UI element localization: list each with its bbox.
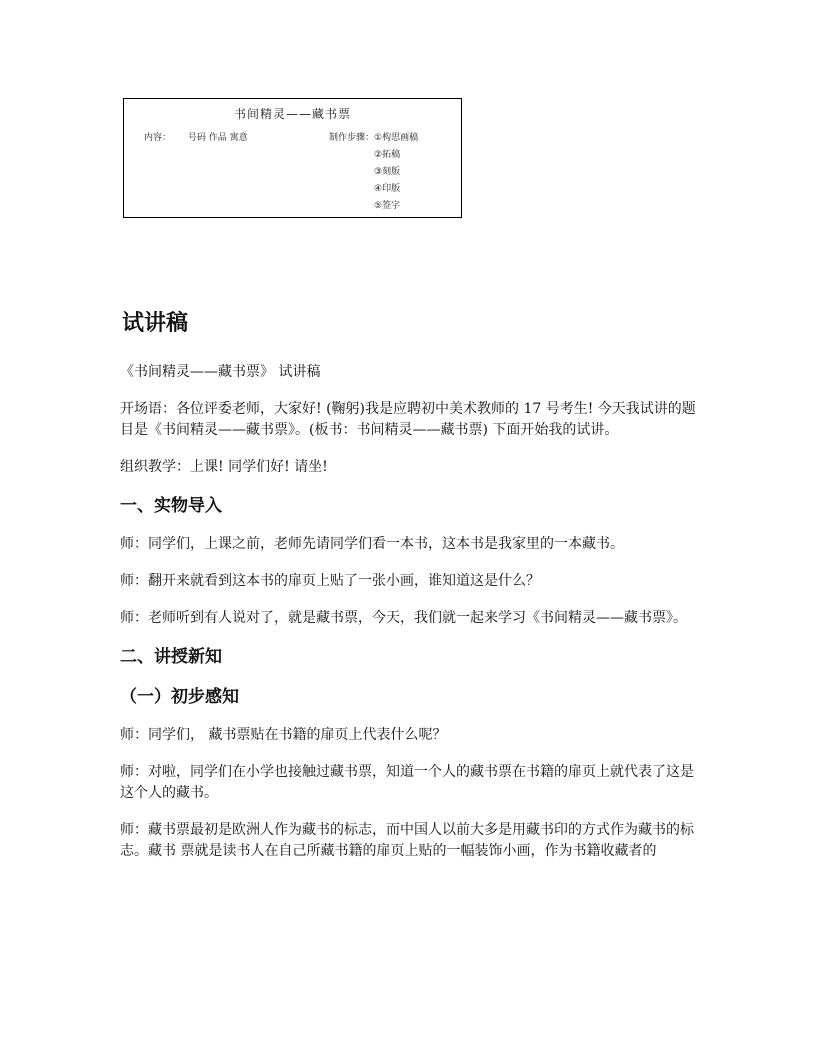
- board-steps-list: [374, 130, 418, 215]
- board-content-value: 号码 作品 寓意: [187, 133, 248, 143]
- board-step: ①构思画稿: [374, 133, 419, 143]
- subsection-heading-1: （一）初步感知: [120, 687, 239, 707]
- paragraph: 师：翻开来就看到这本书的扉页上贴了一张小画，谁知道这是什么？: [120, 573, 540, 589]
- board-title: 书间精灵——藏书票: [233, 107, 351, 121]
- board-content-label: 内容：: [144, 133, 172, 143]
- paragraph: 师：老师听到有人说对了，就是藏书票，今天，我们就一起来学习《书间精灵——藏书票》。: [120, 610, 687, 626]
- document-body: [120, 362, 696, 862]
- board-step: ④印版: [374, 184, 401, 194]
- paragraph: 师：藏书票最初是欧洲人作为藏书的标志，而中国人以前大多是用藏书印的方式作为藏书的标志。藏书 票就是读书人在自己所藏书籍的扉页上贴的一幅装饰小画，作为书籍收藏者的: [120, 822, 694, 859]
- paragraph: 师：对啦，同学们在小学也接触过藏书票，知道一个人的藏书票在书籍的扉页上就代表了这是这个人的藏书。: [120, 764, 694, 801]
- document-heading: 试讲稿: [122, 311, 189, 336]
- paragraph: 师：同学们， 藏书票贴在书籍的扉页上代表什么呢？: [120, 727, 447, 743]
- board-step: ②拓稿: [374, 150, 401, 160]
- board-content: [144, 130, 262, 143]
- board-step: ⑤签字: [374, 201, 401, 211]
- section-heading-1: 一、实物导入: [120, 496, 222, 516]
- document-subtitle: 《书间精灵——藏书票》 试讲稿: [120, 364, 321, 380]
- board-step: ③刻版: [374, 167, 401, 177]
- board-steps-label: 制作步骤：: [329, 133, 375, 143]
- section-heading-2: 二、讲授新知: [120, 647, 222, 667]
- paragraph: 师：同学们，上课之前，老师先请同学们看一本书，这本书是我家里的一本藏书。: [120, 536, 624, 552]
- opening-paragraph: 开场语：各位评委老师，大家好! (鞠躬)我是应聘初中美术教师的 17 号考生! 今天我试讲的题目是《书间精灵——藏书票》。(板书：书间精灵——藏书票) 下面开始我的试讲。: [120, 401, 696, 438]
- blackboard-design-box: [123, 98, 462, 218]
- organize-paragraph: 组织教学：上课! 同学们好! 请坐!: [120, 459, 328, 475]
